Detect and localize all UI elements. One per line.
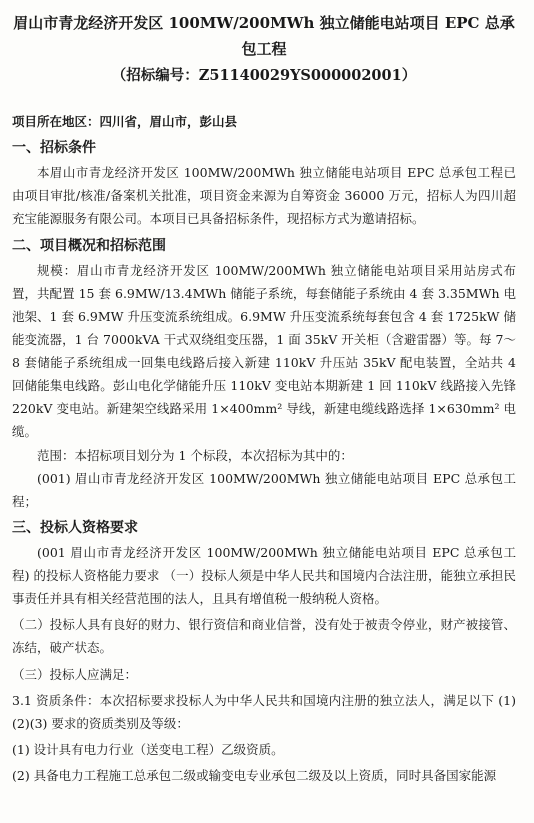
paragraph-project-scale: 规模：眉山市青龙经济开发区 100MW/200MWh 独立储能电站项目采用站房式布置，共配置 15 套 6.9MW/13.4MWh 储能子系统，每套储能子系统由 4 套 3.35MWh 电池架、1 套 6.9MW 升压变流系统组成。6.9MW 升压变流系统每套包含 4 套 1725kW 储能变流器，1 台 7000kVA 干式双绕组变压器，1 面 35kV 开关柜（含避雷器）等。每 7～8 套储能子系统组成一回集电线路后接入新建 110kV 升压站 35kV 配电装置，全站共 4 回储能集电线路。彭山电化学储能升压 110kV 变电站本期新建 1 回 110kV 线路接入先锋 220kV 变电站。新建架空线路采用 1×400mm² 导线，新建电缆线路选择 1×630mm² 电缆。 bbox=[12, 262, 516, 440]
section-heading-tender-conditions: 一、招标条件 bbox=[12, 140, 96, 157]
project-location: 项目所在地区：四川省，眉山市，彭山县 bbox=[12, 114, 238, 129]
paragraph-requirement-construction: (2) 具备电力工程施工总承包二级或输变电专业承包二级及以上资质，同时具备国家能源 bbox=[12, 768, 497, 783]
paragraph-requirement-design: (1) 设计具有电力行业（送变电工程）乙级资质。 bbox=[12, 741, 284, 757]
section-heading-project-overview: 二、项目概况和招标范围 bbox=[12, 237, 166, 254]
section-heading-bidder-qualifications: 三、投标人资格要求 bbox=[12, 519, 138, 536]
document-title: 眉山市青龙经济开发区 100MW/200MWh 独立储能电站项目 EPC 总承包工程 bbox=[13, 14, 515, 58]
paragraph-lot-001: (001) 眉山市青龙经济开发区 100MW/200MWh 独立储能电站项目 EPC 总承包工程； bbox=[12, 470, 516, 509]
tender-number: （招标编号：Z51140029YS000002001） bbox=[111, 67, 417, 84]
paragraph-qualification-3-1: 3.1 资质条件：本次招标要求投标人为中华人民共和国境内注册的独立法人，满足以下 (1)(2)(3) 要求的资质类别及等级： bbox=[12, 692, 516, 731]
paragraph-qualification-1: (001 眉山市青龙经济开发区 100MW/200MWh 独立储能电站项目 EPC 总承包工程) 的投标人资格能力要求 （一）投标人须是中华人民共和国境内合法注册，能独立承担民事责任并具有相关经营范围的法人，且具有增值税一般纳税人资格。 bbox=[12, 544, 516, 607]
paragraph-tender-conditions: 本眉山市青龙经济开发区 100MW/200MWh 独立储能电站项目 EPC 总承包工程已由项目审批/核准/备案机关批准，项目资金来源为自筹资金 36000 万元，招标人为四川超充宝能源服务有限公司。本项目已具备招标条件，现招标方式为邀请招标。 bbox=[12, 165, 516, 227]
paragraph-qualification-3: （三）投标人应满足： bbox=[12, 666, 138, 682]
paragraph-qualification-2: （二）投标人具有良好的财力、银行资信和商业信誉，没有处于被责令停业，财产被接管、冻结，破产状态。 bbox=[12, 617, 516, 656]
paragraph-tender-scope: 范围：本招标项目划分为 1 个标段，本次招标为其中的： bbox=[37, 447, 353, 463]
